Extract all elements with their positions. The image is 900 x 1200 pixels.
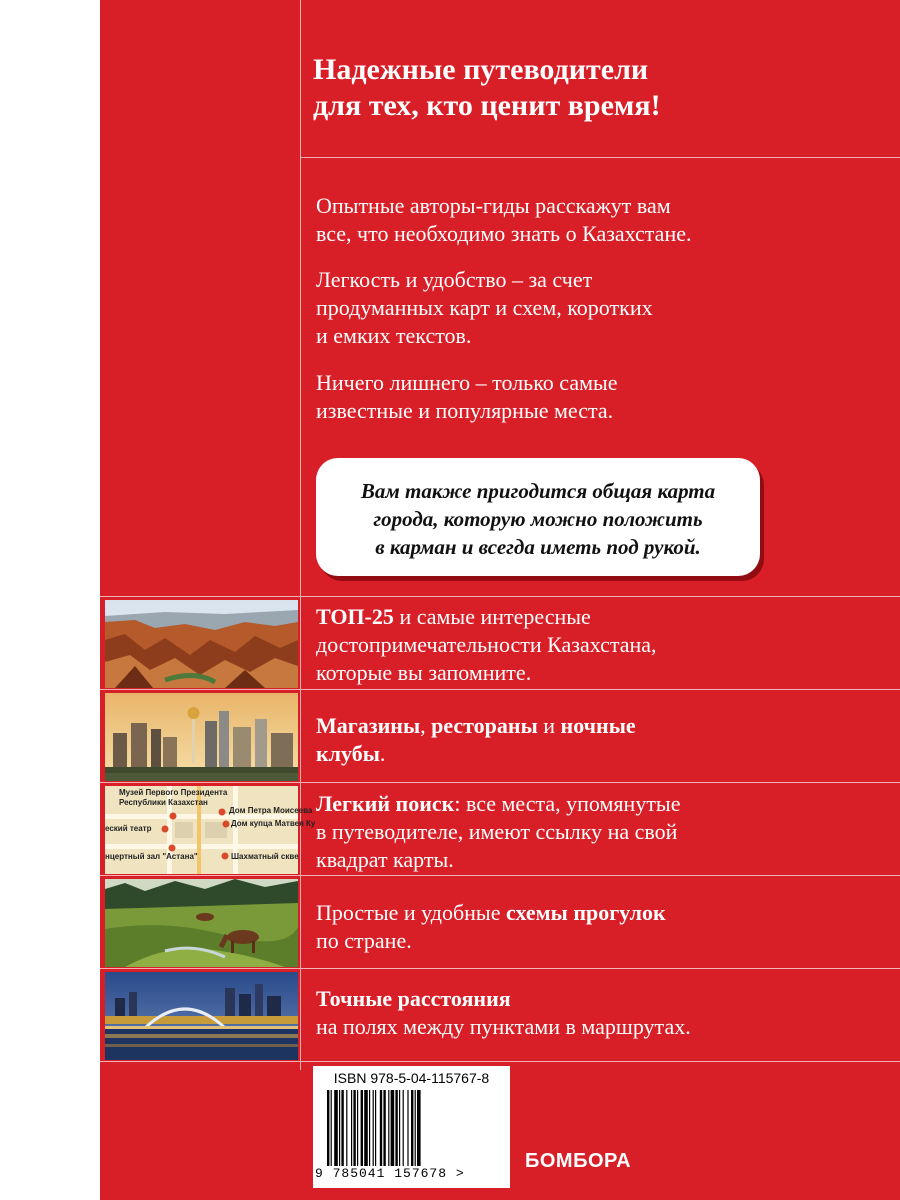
feature-highlight: Легкий поиск <box>316 791 455 816</box>
canyon-photo-image <box>105 600 298 688</box>
barcode-bar <box>346 1090 347 1166</box>
barcode-bar <box>375 1090 376 1166</box>
canyon-photo <box>105 600 298 688</box>
map-label: Дом купца Матвея Ку <box>231 819 316 828</box>
barcode-bar <box>403 1090 404 1166</box>
feature-line: которые вы запомните. <box>316 660 532 685</box>
feature-highlight: Точные расстояния <box>316 986 511 1011</box>
headline-line-1: Надежные путеводители <box>313 53 649 86</box>
divider-feature-2 <box>100 782 900 783</box>
feature-text: : все места, упомянутые <box>454 791 681 816</box>
isbn-barcode-box <box>313 1066 510 1188</box>
divider-top <box>300 157 900 158</box>
barcode-bar <box>383 1090 385 1166</box>
feature-line: квадрат карты. <box>316 847 454 872</box>
barcode-digits: 9 785041 157678 > <box>315 1166 465 1181</box>
feature-text: и самые интересные <box>393 604 591 629</box>
barcode-bar <box>411 1090 413 1166</box>
paragraph-line: продуманных карт и схем, коротких <box>316 295 653 320</box>
feature-line <box>316 603 876 631</box>
barcode-bar <box>327 1090 329 1166</box>
feature-highlight: Магазины <box>316 713 421 738</box>
feature-highlight: ТОП-25 <box>316 604 394 629</box>
paragraph-ease <box>316 266 856 350</box>
divider-feature-3 <box>100 875 900 876</box>
night-bridge-photo <box>105 972 298 1060</box>
paragraph-line: все, что необходимо знать о Казахстане. <box>316 221 692 246</box>
feature-line: достопримечательности Казахстана, <box>316 632 657 657</box>
callout-text <box>316 458 760 561</box>
paragraph-line: Легкость и удобство – за счет <box>316 267 593 292</box>
barcode-bar <box>357 1090 358 1166</box>
feature-line <box>316 985 876 1013</box>
feature-line <box>316 899 876 927</box>
barcode-bar <box>361 1090 363 1166</box>
divider-feature-1 <box>100 689 900 690</box>
divider-feature-4 <box>100 968 900 969</box>
paragraph-line: Опытные авторы-гиды расскажут вам <box>316 193 671 218</box>
barcode-bar <box>417 1090 421 1166</box>
paragraph-line: известные и популярные места. <box>316 398 614 423</box>
feature-easy-search <box>316 790 876 874</box>
meadow-photo-image <box>105 879 298 967</box>
map-callout-box <box>316 458 760 576</box>
divider-features <box>100 596 900 597</box>
feature-distances <box>316 985 876 1041</box>
barcode-bar <box>380 1090 382 1166</box>
feature-highlight: рестораны <box>431 713 538 738</box>
callout-line: Вам также пригодится общая карта <box>360 479 716 503</box>
barcode-bar <box>391 1090 395 1166</box>
feature-line <box>316 712 876 740</box>
map-label: Музей Первого Президента <box>119 788 228 797</box>
map-label: нцертный зал "Астана" <box>105 852 198 861</box>
barcode-bar <box>334 1090 338 1166</box>
callout-line: города, которую можно положить <box>373 507 703 531</box>
publisher-logo: БОМБОРА <box>525 1150 632 1172</box>
divider-feature-5 <box>100 1061 900 1062</box>
map-museum-label <box>119 788 227 808</box>
feature-highlight: ночные <box>560 713 636 738</box>
barcode-bar <box>407 1090 408 1166</box>
barcode-icon <box>325 1090 497 1166</box>
map-label: Республики Казахстан <box>119 798 208 807</box>
feature-highlight: схемы прогулок <box>505 900 666 925</box>
feature-text: и <box>537 713 561 738</box>
headline-line-2: для тех, кто ценит время! <box>313 89 661 122</box>
barcode-bar <box>369 1090 370 1166</box>
barcode-bar <box>341 1090 343 1166</box>
barcode-bar <box>373 1090 374 1166</box>
night-photo-image <box>105 972 298 1060</box>
map-label: Дом Петра Моисеева <box>229 806 313 815</box>
book-back-cover <box>100 0 900 1200</box>
feature-line: по стране. <box>316 928 412 953</box>
vertical-divider <box>300 0 301 1070</box>
barcode-bar <box>415 1090 416 1166</box>
barcode-bar <box>399 1090 400 1166</box>
callout-line: в карман и всегда иметь под рукой. <box>375 535 701 559</box>
barcode-bar <box>331 1090 332 1166</box>
skyline-photo-image <box>105 693 298 781</box>
paragraph-nothing-extra <box>316 369 856 425</box>
isbn-number: ISBN 978-5-04-115767-8 <box>333 1070 490 1086</box>
feature-line: в путеводителе, имеют ссылку на свой <box>316 819 678 844</box>
feature-top25 <box>316 603 876 687</box>
map-label: еский театр <box>105 824 152 833</box>
feature-text: Простые и удобные <box>316 900 506 925</box>
map-label: Шахматный скве <box>231 852 299 861</box>
barcode-bar <box>395 1090 397 1166</box>
barcode-bar <box>353 1090 355 1166</box>
barcode-bar <box>364 1090 368 1166</box>
feature-text: . <box>379 741 386 766</box>
paragraph-line: и емких текстов. <box>316 323 472 348</box>
skyline-photo <box>105 693 298 781</box>
feature-walks <box>316 899 876 955</box>
barcode-bar <box>388 1090 389 1166</box>
city-map-thumbnail <box>105 786 316 874</box>
paragraph-line: Ничего лишнего – только самые <box>316 370 618 395</box>
barcode-bar <box>339 1090 340 1166</box>
feature-line: на полях между пунктами в маршрутах. <box>316 1014 691 1039</box>
meadow-horses-photo <box>105 879 298 967</box>
paragraph-authors <box>316 192 856 248</box>
feature-text: , <box>420 713 432 738</box>
feature-highlight: клубы <box>316 741 380 766</box>
feature-line <box>316 740 876 768</box>
barcode-bar <box>351 1090 352 1166</box>
headline <box>313 52 853 124</box>
feature-line <box>316 790 876 818</box>
feature-shops <box>316 712 876 768</box>
